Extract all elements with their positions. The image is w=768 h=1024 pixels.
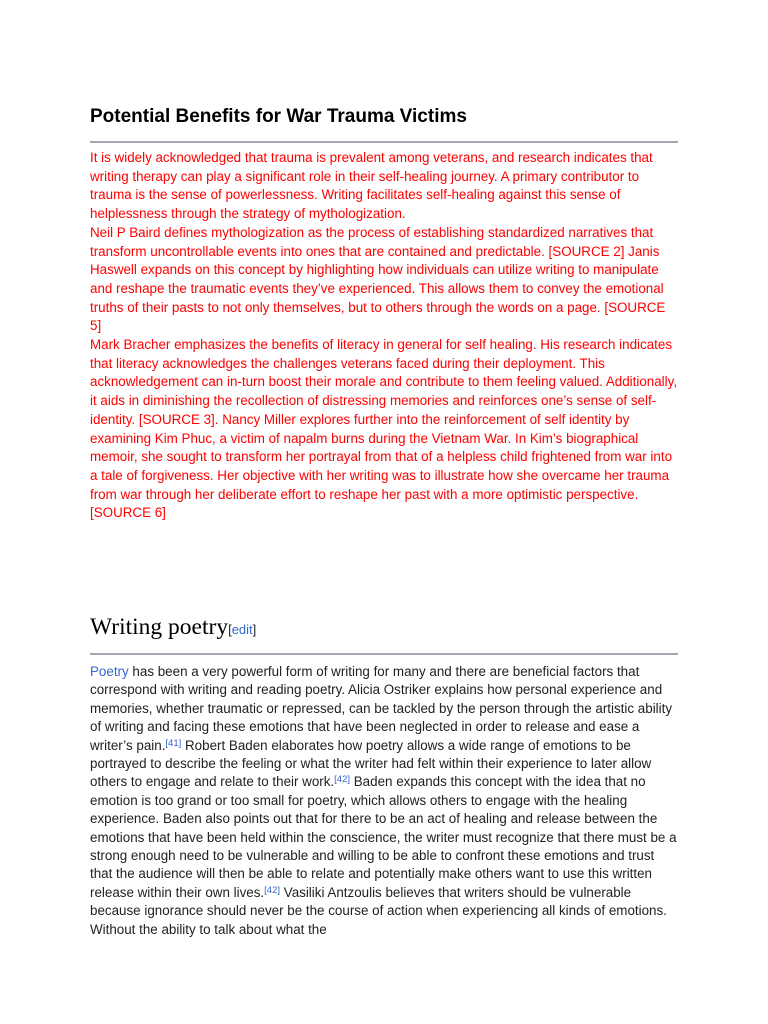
edit-link[interactable]: edit [231,622,253,637]
paragraph [90,663,678,939]
writing-poetry-body [90,663,678,939]
paragraph-text: Baden expands this concept with the idea that no emotion is too grand or too small for poetry, which allows others to engage with the healing experience. Baden also points out that for there to be an act of healing and release between the emotions that have been held within the conscience, the writer must recognize that there must be a strong enough need to be vulnerable and willing to be able to confront these emotions and trust that the audience will then be able to relate and potentially make others want to use this written release within their own lives. [90,774,677,900]
section-heading-writing-poetry [90,610,678,655]
paragraph: Mark Bracher emphasizes the benefits of literacy in general for self healing. His research indicates that literacy acknowledges the challenges veterans faced during their deployment. This acknowledgement can in-turn boost their morale and contribute to them feeling valued. Additionally, it aids in diminishing the recollection of distressing memories and reinforces one’s sense of self-identity. [SOURCE 3]. Nancy Miller explores further into the reinforcement of self identity by examining Kim Phuc, a victim of napalm burns during the Vietnam War. In Kim’s biographical memoir, she sought to transform her portrayal from that of a helpless child frightened from war into a tale of forgiveness. Her objective with her writing was to illustrate how she overcame her trauma from war through her deliberate effort to reshape her past with a more optimistic perspective. [SOURCE 6] [90,337,678,521]
paragraph-text: has been a very powerful form of writing for many and there are beneficial factors that correspond with writing and reading poetry. Alicia Ostriker explains how personal experience and memories, whether traumatic or repressed, can be tackled by the person through the artistic ability of writing and facing these emotions that have been neglected in order to release and ease a writer’s pain. [90,664,673,753]
citation-link[interactable]: [42] [264,884,281,896]
paragraph: It is widely acknowledged that trauma is prevalent among veterans, and research indicates that writing therapy can play a significant role in their self-healing journey. A primary contributor to trauma is the sense of powerlessness. Writing facilitates self-healing against this sense of helplessness through the strategy of mythologization. [90,150,653,222]
reference-41 [165,738,181,749]
reference-42 [334,774,350,785]
section-writing-poetry [90,610,678,939]
edit-bracket-close: ] [252,622,257,637]
paragraph-text: Robert Baden elaborates how poetry allows a wide range of emotions to be portrayed to describe the feeling or what the writer had felt within their experience to later allow others to engage and relate to their work. [90,737,652,790]
edit-section [228,622,256,637]
section-heading-war-trauma: Potential Benefits for War Trauma Victims [90,103,678,143]
section-war-trauma [90,103,678,523]
section-heading-text: Writing poetry [90,614,229,640]
edit-bracket-open: [ [228,622,232,637]
paragraph: Neil P Baird defines mythologization as the process of establishing standardized narratives that transform uncontrollable events into ones that are contained and predictable. [SOURCE 2] Janis Haswell expands on this concept by highlighting how individuals can utilize writing to manipulate and reshape the traumatic events they’ve experienced. This allows them to convey the emotional truths of their pasts to not only themselves, but to others through the words on a page. [SOURCE 5] [90,224,666,334]
war-trauma-body [90,149,678,523]
reference-42 [264,885,280,896]
poetry-link[interactable]: Poetry [90,664,129,679]
paragraph-text: Vasiliki Antzoulis believes that writers should be vulnerable because ignorance should never be the course of action when experiencing all kinds of emotions. Without the ability to talk about what the [90,884,667,937]
citation-link[interactable]: [41] [165,737,182,749]
citation-link[interactable]: [42] [334,774,351,786]
